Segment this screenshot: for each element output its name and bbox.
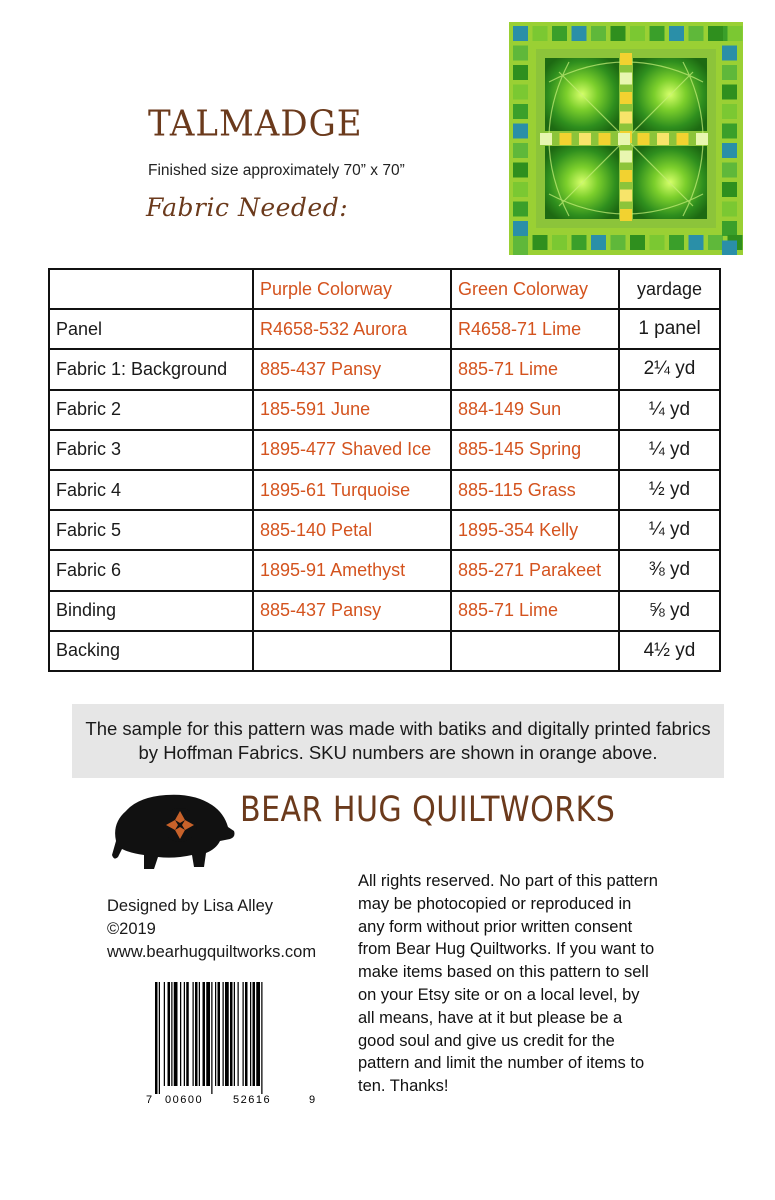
purple-sku: 1895-61 Turquoise — [253, 470, 451, 510]
quilt-square — [722, 46, 737, 61]
green-sku: 884-149 Sun — [451, 390, 619, 430]
quilt-square — [513, 104, 528, 119]
yardage-value: ¼ yd — [619, 510, 720, 550]
quilt-square — [513, 143, 528, 158]
rights-statement: All rights reserved. No part of this pattern may be photocopied or reproduced in any form without prior written consent from Bear Hug Quiltworks. If you want to make items based on this pattern to sell on your Etsy site or on a local level, by all means, have at it but please be a good soul and give us credit for the pattern and limit the number of items to ten. Thanks! — [358, 872, 658, 1096]
purple-sku — [253, 631, 451, 671]
row-label: Binding — [49, 591, 253, 631]
purple-sku: 885-437 Pansy — [253, 349, 451, 389]
quilt-square — [533, 235, 548, 250]
barcode-bar — [155, 982, 158, 1094]
green-sku: 885-145 Spring — [451, 430, 619, 470]
barcode-bar — [168, 982, 171, 1086]
barcode-bar — [253, 982, 256, 1086]
green-sku: 885-71 Lime — [451, 349, 619, 389]
barcode-bar — [211, 982, 212, 1094]
table-row — [49, 550, 720, 590]
quilt-cross-square — [599, 133, 611, 145]
quilt-square — [669, 235, 684, 250]
yardage-value: 1 panel — [619, 309, 720, 349]
yardage-value: ½ yd — [619, 470, 720, 510]
barcode-bar — [261, 982, 262, 1094]
sample-note — [72, 704, 724, 778]
quilt-cross-square — [620, 53, 632, 65]
barcode-bar — [203, 982, 206, 1086]
table-row — [49, 470, 720, 510]
purple-sku: 885-140 Petal — [253, 510, 451, 550]
table-row — [49, 591, 720, 631]
quilt-square — [650, 26, 665, 41]
bear-logo-icon — [108, 783, 238, 873]
barcode-bar — [180, 982, 181, 1086]
yardage-value: ⅜ yd — [619, 550, 720, 590]
quilt-square — [689, 235, 704, 250]
table-row — [49, 390, 720, 430]
quilt-square — [611, 235, 626, 250]
designer-credit: Designed by Lisa Alley — [107, 897, 274, 915]
barcode-bar — [159, 982, 160, 1094]
quilt-square — [722, 124, 737, 139]
quilt-cross-square — [620, 190, 632, 202]
green-sku — [451, 631, 619, 671]
quilt-square — [552, 235, 567, 250]
header-cell-empty — [49, 269, 253, 309]
quilt-cross-square — [540, 133, 552, 145]
logo-text: BEAR HUG QUILTWORKS — [240, 790, 616, 830]
quilt-cross-square — [620, 112, 632, 124]
copyright-year: ©2019 — [107, 920, 156, 938]
quilt-square — [513, 221, 528, 236]
barcode-bar — [218, 982, 221, 1086]
green-sku: R4658-71 Lime — [451, 309, 619, 349]
barcode-bar — [174, 982, 178, 1086]
quilt-square — [630, 235, 645, 250]
table-row — [49, 510, 720, 550]
quilt-cross-square — [620, 92, 632, 104]
barcode-bar — [195, 982, 198, 1086]
quilt-square — [669, 26, 684, 41]
yardage-value: ¼ yd — [619, 390, 720, 430]
barcode-bar — [225, 982, 229, 1086]
barcode-bar — [215, 982, 216, 1086]
yardage-value: 4½ yd — [619, 631, 720, 671]
quilt-cross-square — [677, 133, 689, 145]
yardage-value: ⅝ yd — [619, 591, 720, 631]
row-label: Panel — [49, 309, 253, 349]
barcode-bar — [238, 982, 239, 1086]
row-label: Fabric 6 — [49, 550, 253, 590]
barcode-bar — [186, 982, 189, 1086]
table-row — [49, 430, 720, 470]
row-label: Fabric 5 — [49, 510, 253, 550]
barcode-bar — [245, 982, 248, 1086]
quilt-square — [722, 104, 737, 119]
fabric-needed-heading: Fabric Needed: — [146, 193, 349, 222]
barcode-bar — [171, 982, 172, 1086]
row-label: Backing — [49, 631, 253, 671]
quilt-square — [650, 235, 665, 250]
header-green-colorway: Green Colorway — [451, 269, 619, 309]
quilt-square — [513, 26, 528, 41]
quilt-square — [630, 26, 645, 41]
credits — [107, 895, 316, 964]
row-label: Fabric 2 — [49, 390, 253, 430]
table-row — [49, 631, 720, 671]
barcode-bar — [230, 982, 233, 1086]
purple-sku: 885-437 Pansy — [253, 591, 451, 631]
quilt-square — [572, 235, 587, 250]
row-label: Fabric 4 — [49, 470, 253, 510]
header-purple-colorway: Purple Colorway — [253, 269, 451, 309]
table-row — [49, 349, 720, 389]
quilt-square — [552, 26, 567, 41]
quilt-cross-square — [560, 133, 572, 145]
quilt-square — [708, 26, 723, 41]
barcode-digits-right: 52616 — [233, 1094, 272, 1106]
quilt-square — [689, 26, 704, 41]
quilt-square — [513, 46, 528, 61]
green-sku: 885-115 Grass — [451, 470, 619, 510]
quilt-square — [513, 65, 528, 80]
barcode-bar — [250, 982, 251, 1086]
quilt-square — [722, 65, 737, 80]
barcode-digits-left: 00600 — [165, 1094, 204, 1106]
barcode-digit-last: 9 — [309, 1094, 316, 1106]
pattern-title: TALMADGE — [148, 103, 363, 145]
purple-sku: 1895-91 Amethyst — [253, 550, 451, 590]
yardage-value: 2¼ yd — [619, 349, 720, 389]
row-label: Fabric 1: Background — [49, 349, 253, 389]
quilt-square — [533, 26, 548, 41]
quilt-cross-square — [620, 73, 632, 85]
green-sku: 885-71 Lime — [451, 591, 619, 631]
quilt-square — [722, 143, 737, 158]
website-link[interactable]: www.bearhugquiltworks.com — [107, 943, 317, 961]
barcode-digit-first: 7 — [146, 1094, 153, 1106]
quilt-square — [591, 235, 606, 250]
purple-sku: 185-591 June — [253, 390, 451, 430]
quilt-cross-square — [696, 133, 708, 145]
green-sku: 885-271 Parakeet — [451, 550, 619, 590]
row-label: Fabric 3 — [49, 430, 253, 470]
quilt-square — [722, 163, 737, 178]
quilt-square — [722, 221, 737, 236]
quilt-cross-square — [620, 209, 632, 221]
table-row — [49, 309, 720, 349]
purple-sku: 1895-477 Shaved Ice — [253, 430, 451, 470]
purple-sku: R4658-532 Aurora — [253, 309, 451, 349]
quilt-square — [513, 241, 528, 256]
sample-note-text: The sample for this pattern was made with batiks and digitally printed fabrics by Hoffman Fabrics. SKU numbers are shown in orange above. — [85, 718, 711, 763]
quilt-square — [708, 235, 723, 250]
quilt-square — [611, 26, 626, 41]
quilt-cross-square — [657, 133, 669, 145]
quilt-square — [513, 85, 528, 100]
quilt-image — [509, 22, 743, 255]
quilt-square — [513, 182, 528, 197]
fabric-table — [48, 268, 721, 672]
green-sku: 1895-354 Kelly — [451, 510, 619, 550]
quilt-cross-square — [620, 151, 632, 163]
quilt-square — [572, 26, 587, 41]
barcode-bar — [164, 982, 165, 1086]
barcode-bar — [243, 982, 244, 1086]
header-yardage: yardage — [619, 269, 720, 309]
barcode-bar — [223, 982, 224, 1086]
quilt-square — [722, 202, 737, 217]
barcode-bar — [234, 982, 235, 1086]
barcode-bar — [184, 982, 185, 1086]
quilt-square — [722, 85, 737, 100]
quilt-square — [591, 26, 606, 41]
quilt-square — [513, 202, 528, 217]
quilt-cross-square — [618, 133, 630, 145]
quilt-square — [722, 182, 737, 197]
quilt-cross-square — [620, 170, 632, 182]
quilt-square — [513, 163, 528, 178]
quilt-square — [513, 124, 528, 139]
quilt-square — [728, 26, 743, 41]
quilt-square — [722, 241, 737, 256]
barcode — [143, 980, 319, 1106]
barcode-bar — [199, 982, 200, 1086]
barcode-bar — [206, 982, 210, 1086]
yardage-value: ¼ yd — [619, 430, 720, 470]
quilt-cross-square — [579, 133, 591, 145]
barcode-bar — [193, 982, 194, 1086]
quilt-cross-square — [638, 133, 650, 145]
barcode-bar — [256, 982, 260, 1086]
table-header-row — [49, 269, 720, 309]
finished-size: Finished size approximately 70” x 70” — [148, 162, 405, 179]
